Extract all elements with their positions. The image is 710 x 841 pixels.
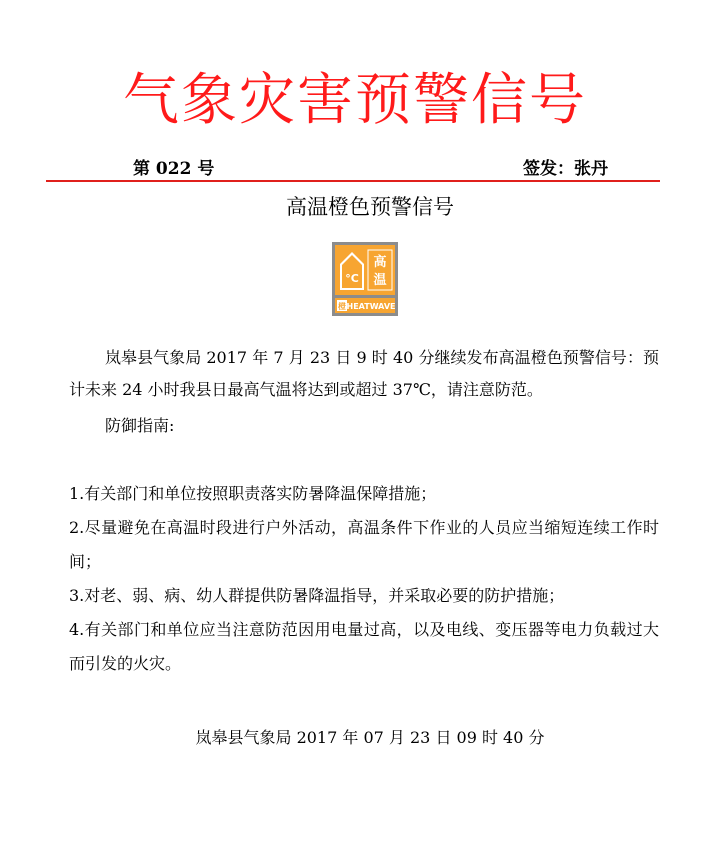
guide-heading: 防御指南:: [105, 416, 175, 435]
svg-text:高: 高: [373, 255, 387, 270]
guide-list: [69, 477, 659, 681]
guide-item: 1.有关部门和单位按照职责落实防暑降温保障措施；: [69, 484, 437, 503]
guide-item: 3.对老、弱、病、幼人群提供防暑降温指导，并采取必要的防护措施；: [69, 586, 565, 605]
document-header-title: 气象灾害预警信号: [123, 68, 587, 133]
issuer-signature: 签发：张丹: [523, 159, 608, 179]
issue-number: 第 022 号: [133, 159, 215, 179]
icon-english-label: HEATWAVE: [346, 302, 396, 311]
guide-item: 4.有关部门和单位应当注意防范因用电量过高，以及电线、变压器等电力负载过大而引发的火灾。: [69, 620, 659, 673]
svg-text:°C: °C: [345, 272, 359, 285]
header-divider: [46, 180, 660, 182]
svg-text:温: 温: [373, 273, 387, 288]
guide-item: 2.尽量避免在高温时段进行户外活动，高温条件下作业的人员应当缩短连续工作时间；: [69, 518, 659, 571]
signal-title: 高温橙色预警信号: [286, 195, 454, 219]
warning-paragraph: 岚皋县气象局 2017 年 7 月 23 日 9 时 40 分继续发布高温橙色预警信号：预计未来 24 小时我县日最高气温将达到或超过 37℃，请注意防范。: [69, 348, 659, 399]
icon-corner-char: 橙: [338, 302, 346, 311]
issuer-footer: 岚皋县气象局 2017 年 07 月 23 日 09 时 40 分: [195, 728, 545, 747]
heatwave-warning-icon: [332, 242, 398, 316]
